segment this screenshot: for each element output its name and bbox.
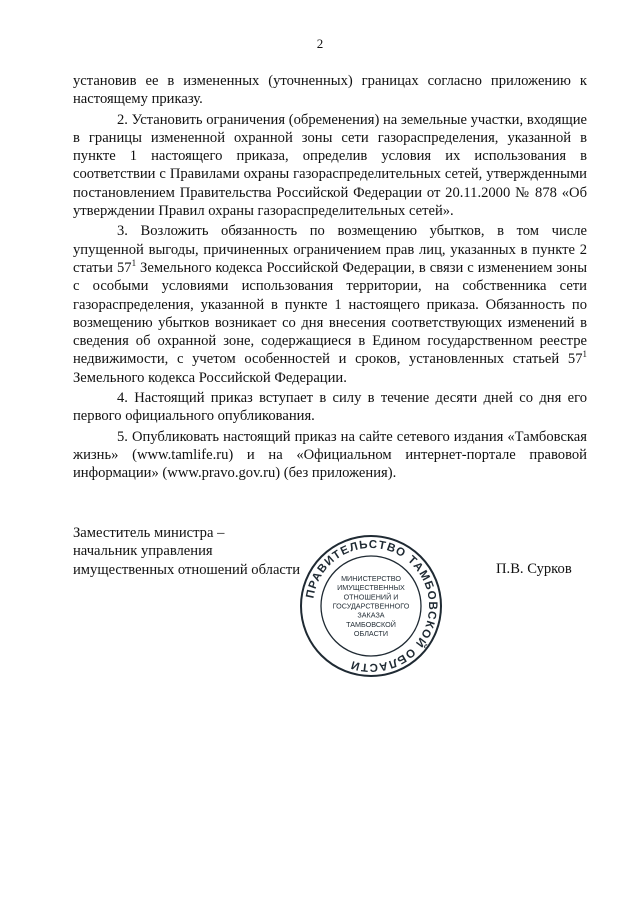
signer-title-line-2: начальник управления (73, 543, 213, 560)
signer-title-line-1: Заместитель министра – (73, 525, 225, 541)
stamp-inner-line: ГОСУДАРСТВЕННОГО (332, 601, 410, 611)
signer-title-line-3: имущественных отношений области (73, 561, 301, 578)
paragraph-3-part-b: Земельного кодекса Российской Федерации, в связи с изменением зоны с особыми условиями использования территории, на собственника сети газораспределения, указанной в пункте 1 настоящего приказа. Обязанность по возмещению убытков возникает со дня внесения соответствующих изменений в сведения об охранной зоне, содержащиеся в Едином государственном реестре недвижимости, с учетом особенностей и сроков, установленных статьей 57 (73, 259, 588, 368)
signer-name: П.В. Сурков (496, 561, 572, 577)
svg-text:ПРАВИТЕЛЬСТВО ТАМБОВСКОЙ ОБЛАС: ПРАВИТЕЛЬСТВО ТАМБОВСКОЙ ОБЛАСТИ (304, 538, 439, 674)
paragraph-3-part-a: 3. Возложить обязанность по возмещению убытков, в том числе упущенной выгоды, причиненных ограничением прав лиц, указанных в пункте 2 статьи 57 (73, 223, 587, 276)
stamp-inner-line: ИМУЩЕСТВЕННЫХ (337, 583, 405, 593)
paragraph-5: 5. Опубликовать настоящий приказ на сайте сетевого издания «Тамбовская жизнь» (www.tamlife.ru) и на «Официальном интернет-портале правовой информации» (www.pravo.gov.ru) (без приложения). (73, 428, 587, 482)
stamp-inner-line: ЗАКАЗА (357, 610, 385, 620)
superscript-1: 1 (131, 257, 137, 268)
page-number: 2 (316, 36, 324, 51)
stamp-inner-line: ОБЛАСТИ (353, 629, 389, 639)
stamp-inner-line: ТАМБОВСКОЙ (346, 619, 396, 629)
official-seal (298, 533, 444, 679)
document-body (73, 72, 587, 485)
superscript-2: 1 (582, 349, 587, 360)
paragraph-4: 4. Настоящий приказ вступает в силу в течение десяти дней со дня его первого официального опубликования. (73, 390, 587, 425)
signature-block (73, 524, 313, 579)
paragraph-3 (73, 222, 587, 387)
stamp-inner-line: ОТНОШЕНИЙ И (343, 592, 399, 602)
paragraph-3-part-c: Земельного кодекса Российской Федерации. (73, 369, 347, 386)
paragraph-1-continuation: установив ее в измененных (уточненных) границах согласно приложению к настоящему приказу. (73, 73, 587, 108)
stamp-inner-line: МИНИСТЕРСТВО (341, 573, 401, 583)
paragraph-2: 2. Установить ограничения (обременения) на земельные участки, входящие в границы измененной охранной зоны сети газораспределения, указанной в пункте 1 настоящего приказа, определив условия их использования в соответствии с Правилами охраны газораспределительных сетей, утвержденными постановлением Правительства Российской Федерации от 20.11.2000 № 878 «Об утверждении Правил охраны газораспределительных сетей». (73, 111, 587, 220)
